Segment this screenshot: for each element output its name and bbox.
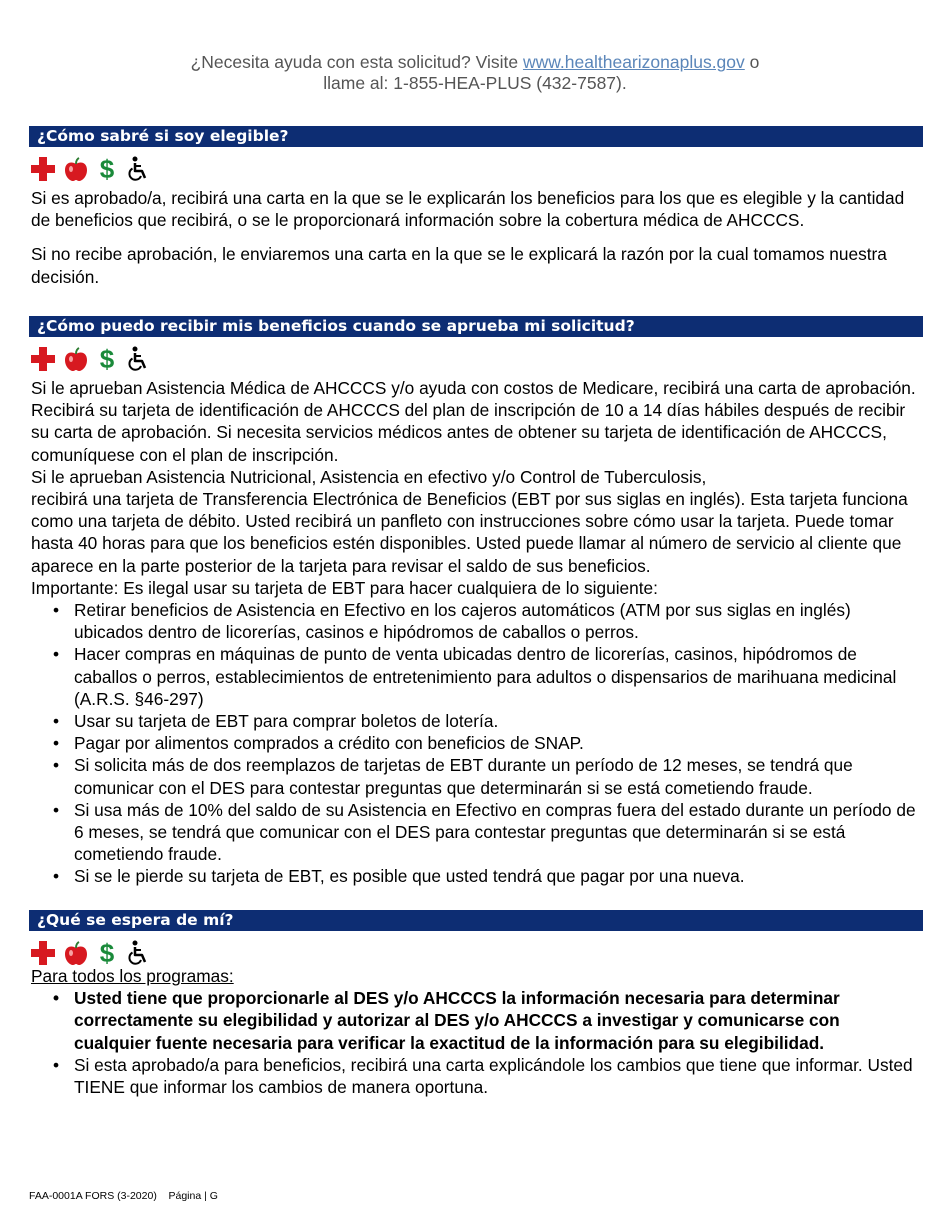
list-item: • Retirar beneficios de Asistencia en Efectivo en los cajeros automáticos (ATM por sus siglas en inglés) ubicados dentro de licorerías, casinos e hipódromos de caballos o perros. [31, 599, 921, 643]
program-icons [31, 939, 150, 967]
subheading: Para todos los programas: [31, 966, 234, 986]
important-note: Importante: Es ilegal usar su tarjeta de EBT para hacer cualquiera de lo siguiente: [31, 577, 658, 598]
list-item: • Si usa más de 10% del saldo de su Asistencia en Efectivo en compras fuera del estado durante un período de 6 meses, se tendrá que comunicar con el DES para contestar preguntas que determinarán si se está cometiendo fraude. [31, 799, 921, 866]
dollar-icon [97, 156, 117, 182]
paragraph: Si no recibe aprobación, le enviaremos una carta en la que se le explicará la razón por la cual tomamos nuestra decisión. [31, 244, 887, 287]
section1-body [31, 187, 921, 288]
restrictions-list [31, 599, 921, 888]
apple-icon [64, 157, 88, 181]
help-phone: llame al: 1-855-HEA-PLUS (432-7587). [323, 73, 627, 93]
help-text: ¿Necesita ayuda con esta solicitud? Visite [190, 52, 523, 72]
list-item: • Si se le pierde su tarjeta de EBT, es posible que usted tendrá que pagar por una nueva. [31, 865, 921, 887]
list-item: • Pagar por alimentos comprados a crédito con beneficios de SNAP. [31, 732, 921, 754]
list-item: • Usar su tarjeta de EBT para comprar boletos de lotería. [31, 710, 921, 732]
dollar-icon [97, 940, 117, 966]
paragraph: recibirá una tarjeta de Transferencia Electrónica de Beneficios (EBT por sus siglas en inglés). Esta tarjeta funciona como una tarjeta de débito. Usted recibirá un panfleto con instrucciones sobre cómo usar la tarjeta. Puede tomar hasta 40 horas para que los beneficios estén disponibles. Usted puede llamar al número de servicio al cliente que aparece en la parte posterior de la tarjeta para revisar el saldo de sus beneficios. [31, 489, 908, 576]
website-link[interactable]: www.healthearizonaplus.gov [522, 52, 745, 72]
form-id: FAA-0001A FORS (3-2020) [29, 1190, 157, 1202]
paragraph-line: Si le aprueban Asistencia Nutricional, Asistencia en efectivo y/o Control de Tuberculosis, [31, 466, 707, 487]
medical-cross-icon [31, 157, 55, 181]
paragraph: Si es aprobado/a, recibirá una carta en la que se le explicarán los beneficios para los que es elegible y la cantidad de beneficios que recibirá, o se le proporcionará información sobre la cobertura médica de AHCCCS. [31, 188, 905, 231]
list-item: • Usted tiene que proporcionarle al DES y/o AHCCCS la información necesaria para determinar correctamente su elegibilidad y autorizar al DES y/o AHCCCS a investigar y comunicarse con cualquier fuente necesaria para verificar la exactitud de la información para su elegibilidad. [31, 987, 921, 1054]
expectations-list [31, 987, 921, 1098]
svg-text:$: $ [99, 940, 115, 966]
apple-icon [64, 347, 88, 371]
svg-text:$: $ [99, 346, 115, 372]
apple-icon [64, 941, 88, 965]
section3-body [31, 965, 921, 1098]
paragraph: Si le aprueban Asistencia Médica de AHCCCS y/o ayuda con costos de Medicare, recibirá una carta de aprobación. Recibirá su tarjeta de identificación de AHCCCS del plan de inscripción de 10 a 14 días hábiles después de recibir su carta de aprobación. Si necesita servicios médicos antes de obtener su tarjeta de identificación de AHCCCS, comuníquese con el plan de inscripción. [31, 378, 916, 465]
medical-cross-icon [31, 347, 55, 371]
wheelchair-icon [126, 156, 150, 182]
wheelchair-icon [126, 346, 150, 372]
section-header-expectations: ¿Qué se espera de mí? [29, 910, 923, 931]
help-text-suffix: o [744, 52, 760, 72]
program-icons [31, 155, 150, 183]
list-item: • Si solicita más de dos reemplazos de tarjetas de EBT durante un período de 12 meses, se tendrá que comunicar con el DES para contestar preguntas que determinarán si se está cometiendo fraude. [31, 754, 921, 798]
program-icons [31, 345, 150, 373]
section-header-eligibility: ¿Cómo sabré si soy elegible? [29, 126, 923, 147]
section-header-receive-benefits: ¿Cómo puedo recibir mis beneficios cuando se aprueba mi solicitud? [29, 316, 923, 337]
list-item: • Si esta aprobado/a para beneficios, recibirá una carta explicándole los cambios que tiene que informar. Usted TIENE que informar los cambios de manera oportuna. [31, 1054, 921, 1098]
svg-text:$: $ [99, 156, 115, 182]
wheelchair-icon [126, 940, 150, 966]
list-item: • Hacer compras en máquinas de punto de venta ubicadas dentro de licorerías, casinos, hipódromos de caballos o perros, establecimientos de entretenimiento para adultos o dispensarios de marihuana medicinal (A.R.S. §46-297) [31, 643, 921, 710]
section2-body [31, 377, 921, 888]
dollar-icon [97, 346, 117, 372]
medical-cross-icon [31, 941, 55, 965]
footer [29, 1190, 218, 1202]
page-number: Página | G [168, 1190, 218, 1202]
help-notice [0, 52, 950, 94]
